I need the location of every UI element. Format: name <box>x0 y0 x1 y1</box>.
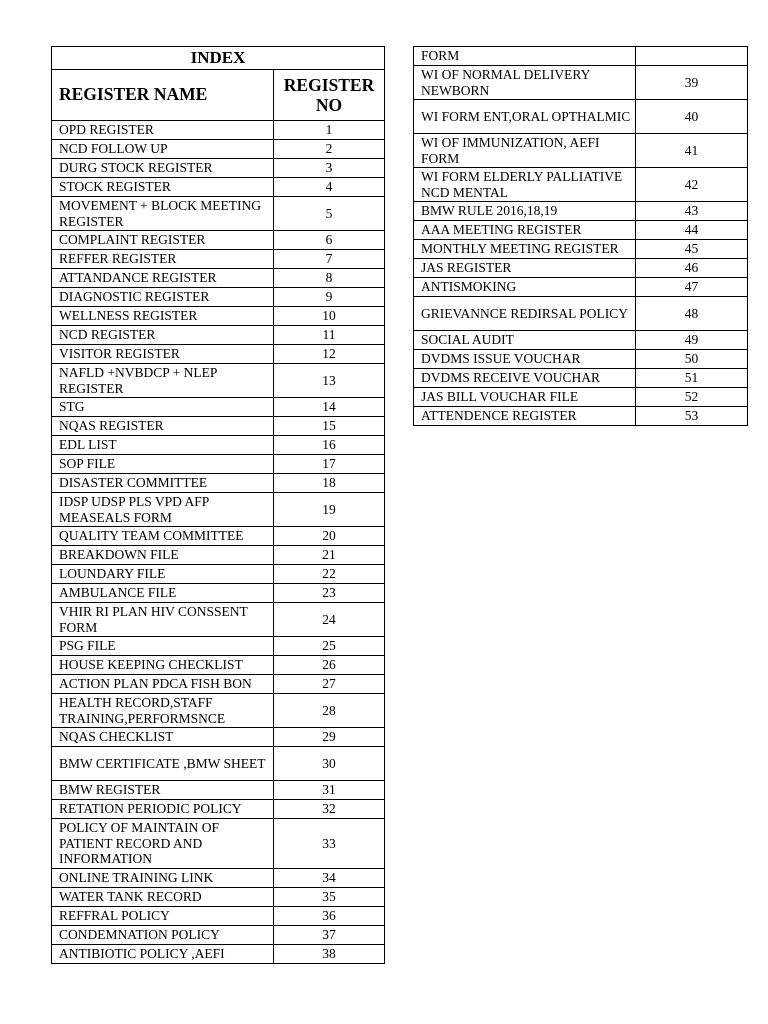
register-name-cell: REFFRAL POLICY <box>52 907 274 926</box>
register-name-cell: BREAKDOWN FILE <box>52 546 274 565</box>
table-row <box>52 926 385 945</box>
register-no-cell: 12 <box>274 345 385 364</box>
table-row <box>414 240 748 259</box>
table-row <box>414 134 748 168</box>
index-table-left <box>51 46 385 964</box>
table-row <box>414 369 748 388</box>
register-name-cell: MONTHLY MEETING REGISTER <box>414 240 636 259</box>
register-no-cell: 15 <box>274 417 385 436</box>
register-name-cell: NCD FOLLOW UP <box>52 140 274 159</box>
table-row <box>52 178 385 197</box>
table-row <box>52 819 385 869</box>
register-name-header: REGISTER NAME <box>52 70 274 121</box>
register-name-cell: FORM <box>414 47 636 66</box>
register-no-cell: 39 <box>636 66 748 100</box>
register-no-cell: 4 <box>274 178 385 197</box>
register-name-cell: PSG FILE <box>52 637 274 656</box>
table-row <box>414 331 748 350</box>
table-row <box>414 47 748 66</box>
table-row <box>52 603 385 637</box>
register-name-cell: WI OF IMMUNIZATION, AEFI FORM <box>414 134 636 168</box>
table-row <box>414 221 748 240</box>
table-row <box>52 417 385 436</box>
register-no-cell: 13 <box>274 364 385 398</box>
table-row <box>52 747 385 781</box>
register-name-cell: AAA MEETING REGISTER <box>414 221 636 240</box>
register-no-cell: 36 <box>274 907 385 926</box>
table-row <box>52 781 385 800</box>
register-name-cell: STOCK REGISTER <box>52 178 274 197</box>
register-name-cell: NQAS REGISTER <box>52 417 274 436</box>
register-no-cell: 52 <box>636 388 748 407</box>
register-name-cell: WI OF NORMAL DELIVERY NEWBORN <box>414 66 636 100</box>
table-row <box>414 100 748 134</box>
table-row <box>52 945 385 964</box>
table-row <box>52 326 385 345</box>
register-name-cell: VISITOR REGISTER <box>52 345 274 364</box>
register-no-cell: 17 <box>274 455 385 474</box>
register-no-cell: 30 <box>274 747 385 781</box>
register-no-cell: 6 <box>274 231 385 250</box>
table-row <box>52 269 385 288</box>
register-no-cell <box>636 47 748 66</box>
table-row <box>52 159 385 178</box>
register-name-cell: REFFER REGISTER <box>52 250 274 269</box>
register-no-cell: 44 <box>636 221 748 240</box>
register-name-cell: RETATION PERIODIC POLICY <box>52 800 274 819</box>
register-no-cell: 35 <box>274 888 385 907</box>
register-name-cell: ATTANDANCE REGISTER <box>52 269 274 288</box>
register-no-cell: 31 <box>274 781 385 800</box>
register-no-cell: 22 <box>274 565 385 584</box>
table-row <box>52 121 385 140</box>
table-row <box>52 694 385 728</box>
register-name-cell: WI FORM ENT,ORAL OPTHALMIC <box>414 100 636 134</box>
register-no-cell: 24 <box>274 603 385 637</box>
table-row <box>414 278 748 297</box>
table-row <box>52 474 385 493</box>
table-row <box>52 546 385 565</box>
register-no-cell: 40 <box>636 100 748 134</box>
register-name-cell: NCD REGISTER <box>52 326 274 345</box>
register-name-cell: DURG STOCK REGISTER <box>52 159 274 178</box>
register-no-cell: 26 <box>274 656 385 675</box>
table-row <box>52 197 385 231</box>
register-no-cell: 48 <box>636 297 748 331</box>
register-name-cell: HEALTH RECORD,STAFF TRAINING,PERFORMSNCE <box>52 694 274 728</box>
register-name-cell: JAS REGISTER <box>414 259 636 278</box>
table-row <box>414 388 748 407</box>
register-name-cell: OPD REGISTER <box>52 121 274 140</box>
register-name-cell: ONLINE TRAINING LINK <box>52 869 274 888</box>
register-name-cell: BMW RULE 2016,18,19 <box>414 202 636 221</box>
register-no-cell: 37 <box>274 926 385 945</box>
register-no-cell: 7 <box>274 250 385 269</box>
table-row <box>52 140 385 159</box>
register-name-cell: BMW CERTIFICATE ,BMW SHEET <box>52 747 274 781</box>
register-no-cell: 5 <box>274 197 385 231</box>
register-no-cell: 49 <box>636 331 748 350</box>
register-no-cell: 53 <box>636 407 748 426</box>
register-no-cell: 38 <box>274 945 385 964</box>
register-name-cell: LOUNDARY FILE <box>52 565 274 584</box>
table-row <box>52 231 385 250</box>
register-name-cell: QUALITY TEAM COMMITTEE <box>52 527 274 546</box>
register-no-cell: 23 <box>274 584 385 603</box>
register-name-cell: DVDMS ISSUE VOUCHAR <box>414 350 636 369</box>
table-row <box>52 436 385 455</box>
register-name-cell: SOCIAL AUDIT <box>414 331 636 350</box>
register-no-cell: 32 <box>274 800 385 819</box>
table-row <box>52 455 385 474</box>
register-no-cell: 43 <box>636 202 748 221</box>
table-row <box>52 345 385 364</box>
register-no-cell: 46 <box>636 259 748 278</box>
table-row <box>52 307 385 326</box>
table-row <box>52 728 385 747</box>
register-name-cell: STG <box>52 398 274 417</box>
table-row <box>52 888 385 907</box>
register-no-cell: 28 <box>274 694 385 728</box>
register-no-cell: 47 <box>636 278 748 297</box>
register-no-cell: 34 <box>274 869 385 888</box>
register-name-cell: EDL LIST <box>52 436 274 455</box>
register-name-cell: WATER TANK RECORD <box>52 888 274 907</box>
register-no-cell: 3 <box>274 159 385 178</box>
register-name-cell: DVDMS RECEIVE VOUCHAR <box>414 369 636 388</box>
register-name-cell: AMBULANCE FILE <box>52 584 274 603</box>
register-no-cell: 10 <box>274 307 385 326</box>
table-row <box>52 250 385 269</box>
register-no-cell: 16 <box>274 436 385 455</box>
register-name-cell: IDSP UDSP PLS VPD AFP MEASEALS FORM <box>52 493 274 527</box>
table-row <box>52 565 385 584</box>
register-name-cell: ACTION PLAN PDCA FISH BON <box>52 675 274 694</box>
register-no-cell: 27 <box>274 675 385 694</box>
register-no-cell: 41 <box>636 134 748 168</box>
table-row <box>414 350 748 369</box>
table-row <box>52 398 385 417</box>
register-no-cell: 51 <box>636 369 748 388</box>
register-name-cell: GRIEVANNCE REDIRSAL POLICY <box>414 297 636 331</box>
table-row <box>52 869 385 888</box>
table-row <box>52 288 385 307</box>
register-name-cell: WI FORM ELDERLY PALLIATIVE NCD MENTAL <box>414 168 636 202</box>
table-row <box>52 656 385 675</box>
register-name-cell: MOVEMENT + BLOCK MEETING REGISTER <box>52 197 274 231</box>
register-name-cell: ANTISMOKING <box>414 278 636 297</box>
register-name-cell: CONDEMNATION POLICY <box>52 926 274 945</box>
register-name-cell: VHIR RI PLAN HIV CONSSENT FORM <box>52 603 274 637</box>
register-no-cell: 1 <box>274 121 385 140</box>
register-name-cell: ANTIBIOTIC POLICY ,AEFI <box>52 945 274 964</box>
table-row <box>414 259 748 278</box>
table-row <box>52 637 385 656</box>
table-row <box>52 493 385 527</box>
register-no-cell: 21 <box>274 546 385 565</box>
table-row <box>414 66 748 100</box>
register-no-cell: 29 <box>274 728 385 747</box>
register-name-cell: SOP FILE <box>52 455 274 474</box>
table-row <box>414 407 748 426</box>
register-no-cell: 19 <box>274 493 385 527</box>
register-no-cell: 14 <box>274 398 385 417</box>
register-name-cell: COMPLAINT REGISTER <box>52 231 274 250</box>
register-no-cell: 42 <box>636 168 748 202</box>
register-name-cell: ATTENDENCE REGISTER <box>414 407 636 426</box>
register-name-cell: NQAS CHECKLIST <box>52 728 274 747</box>
register-name-cell: JAS BILL VOUCHAR FILE <box>414 388 636 407</box>
register-no-cell: 25 <box>274 637 385 656</box>
register-name-cell: BMW REGISTER <box>52 781 274 800</box>
table-row <box>52 800 385 819</box>
table-row <box>414 168 748 202</box>
register-name-cell: DISASTER COMMITTEE <box>52 474 274 493</box>
register-no-cell: 8 <box>274 269 385 288</box>
register-name-cell: HOUSE KEEPING CHECKLIST <box>52 656 274 675</box>
table-row <box>52 907 385 926</box>
register-no-cell: 20 <box>274 527 385 546</box>
register-no-cell: 11 <box>274 326 385 345</box>
register-name-cell: NAFLD +NVBDCP + NLEP REGISTER <box>52 364 274 398</box>
register-no-cell: 45 <box>636 240 748 259</box>
index-table-right <box>413 46 748 426</box>
register-no-cell: 33 <box>274 819 385 869</box>
register-no-cell: 2 <box>274 140 385 159</box>
register-name-cell: DIAGNOSTIC REGISTER <box>52 288 274 307</box>
register-no-cell: 50 <box>636 350 748 369</box>
register-no-cell: 18 <box>274 474 385 493</box>
register-no-cell: 9 <box>274 288 385 307</box>
index-title: INDEX <box>52 47 385 70</box>
table-row <box>52 584 385 603</box>
table-row <box>52 675 385 694</box>
table-row <box>414 202 748 221</box>
table-row <box>414 297 748 331</box>
table-row <box>52 527 385 546</box>
register-no-header: REGISTER NO <box>274 70 385 121</box>
table-row <box>52 364 385 398</box>
register-name-cell: POLICY OF MAINTAIN OF PATIENT RECORD AND INFORMATION <box>52 819 274 869</box>
register-name-cell: WELLNESS REGISTER <box>52 307 274 326</box>
